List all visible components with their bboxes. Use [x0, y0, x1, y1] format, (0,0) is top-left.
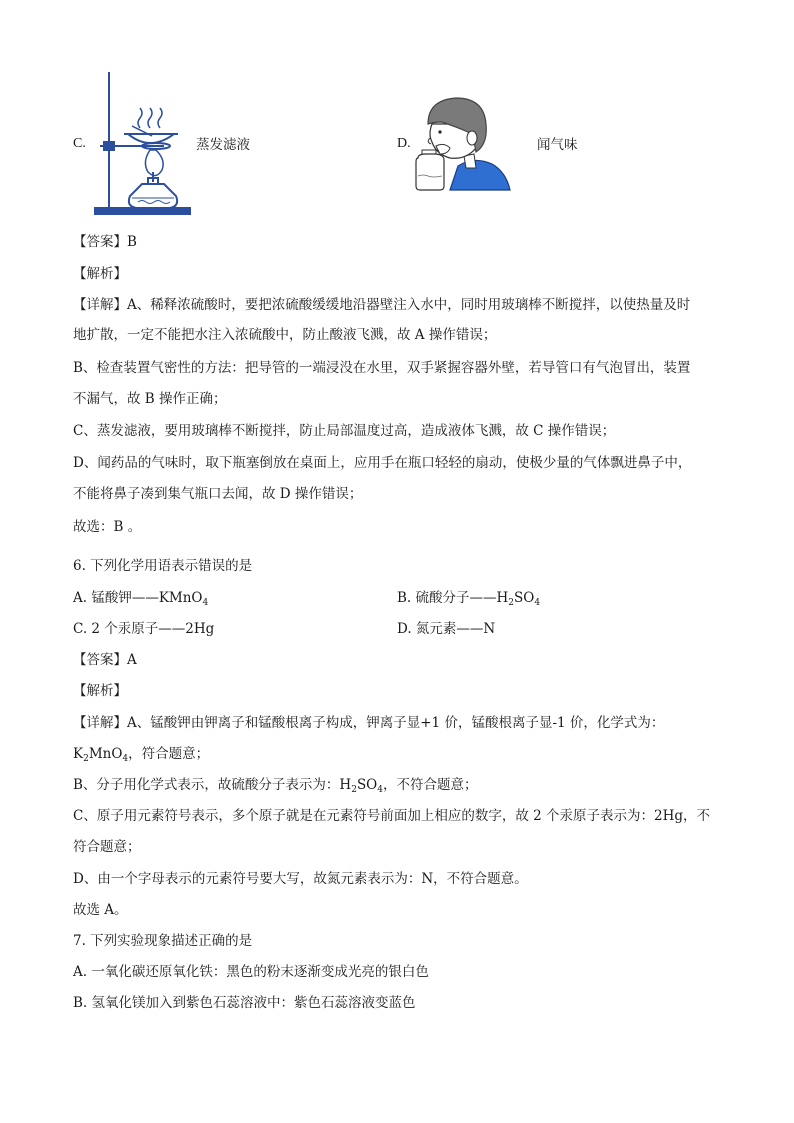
option-c-label: C. [73, 136, 86, 151]
option-d-label: D. [397, 136, 411, 151]
q5-conclusion: 故选：B 。 [73, 519, 142, 535]
q5-detail-line: D、闻药品的气味时，取下瓶塞倒放在桌面上，应用手在瓶口轻轻的扇动，使极少量的气体飘进鼻子中， [73, 455, 692, 471]
q6-option-d: D. 氮元素——N [397, 621, 496, 637]
q6-detail-line: C、原子用元素符号表示，多个原子就是在元素符号前面加上相应的数字，故 2 个汞原子表示为：2Hg，不 [73, 808, 711, 824]
q7-option-a: A. 一氧化碳还原氧化铁：黑色的粉末逐渐变成光亮的银白色 [73, 964, 429, 980]
q5-detail-line: 【详解】A、稀释浓硫酸时，要把浓硫酸缓缓地沿器壁注入水中，同时用玻璃棒不断搅拌，以使热量及时 [73, 297, 691, 313]
smelling-gas-image [414, 94, 514, 192]
q5-analysis-heading: 【解析】 [73, 266, 127, 282]
option-d-caption: 闻气味 [537, 137, 578, 153]
q6-option-b: B. 硫酸分子$——H_2SO_4$ [397, 590, 541, 608]
q6-analysis-heading: 【解析】 [73, 683, 127, 699]
q6-detail-line: B、分子用化学式表示，故硫酸分子表示为：$H_2SO_4$，不符合题意； [73, 777, 478, 795]
q5-detail-line: C、蒸发滤液，要用玻璃棒不断搅拌，防止局部温度过高，造成液体飞溅，故 C 操作错误； [73, 423, 616, 439]
evaporation-apparatus-image [90, 70, 200, 220]
q6-conclusion: 故选 A。 [73, 902, 128, 918]
q6-option-c: C. 2 个汞原子——2Hg [73, 621, 215, 637]
q6-detail-line: $K_2MnO_4$，符合题意； [73, 746, 210, 764]
q6-stem: 6. 下列化学用语表示错误的是 [73, 558, 253, 574]
q5-detail-line: 不能将鼻子凑到集气瓶口去闻，故 D 操作错误； [73, 486, 363, 502]
option-c-caption: 蒸发滤液 [196, 137, 250, 153]
q5-detail-line: 地扩散，一定不能把水注入浓硫酸中，防止酸液飞溅，故 A 操作错误； [73, 327, 497, 343]
q6-detail-line: 【详解】A、锰酸钾由钾离子和锰酸根离子构成，钾离子显+1 价，锰酸根离子显-1 价，化学式为： [73, 715, 665, 731]
q6-option-a: A. 锰酸钾——KMnO$_4$ [73, 590, 209, 608]
q6-answer: 【答案】A [73, 652, 137, 668]
q5-answer: 【答案】B [73, 234, 137, 250]
q7-stem: 7. 下列实验现象描述正确的是 [73, 933, 253, 949]
q5-detail-line: 不漏气，故 B 操作正确； [73, 391, 227, 407]
q5-detail-line: B、检查装置气密性的方法：把导管的一端浸没在水里，双手紧握容器外壁，若导管口有气泡冒出，装置 [73, 360, 691, 376]
q7-option-b: B. 氢氧化镁加入到紫色石蕊溶液中：紫色石蕊溶液变蓝色 [73, 995, 416, 1011]
q6-detail-line: 符合题意； [73, 839, 141, 855]
q6-detail-line: D、由一个字母表示的元素符号要大写，故氮元素表示为：N，不符合题意。 [73, 871, 528, 887]
